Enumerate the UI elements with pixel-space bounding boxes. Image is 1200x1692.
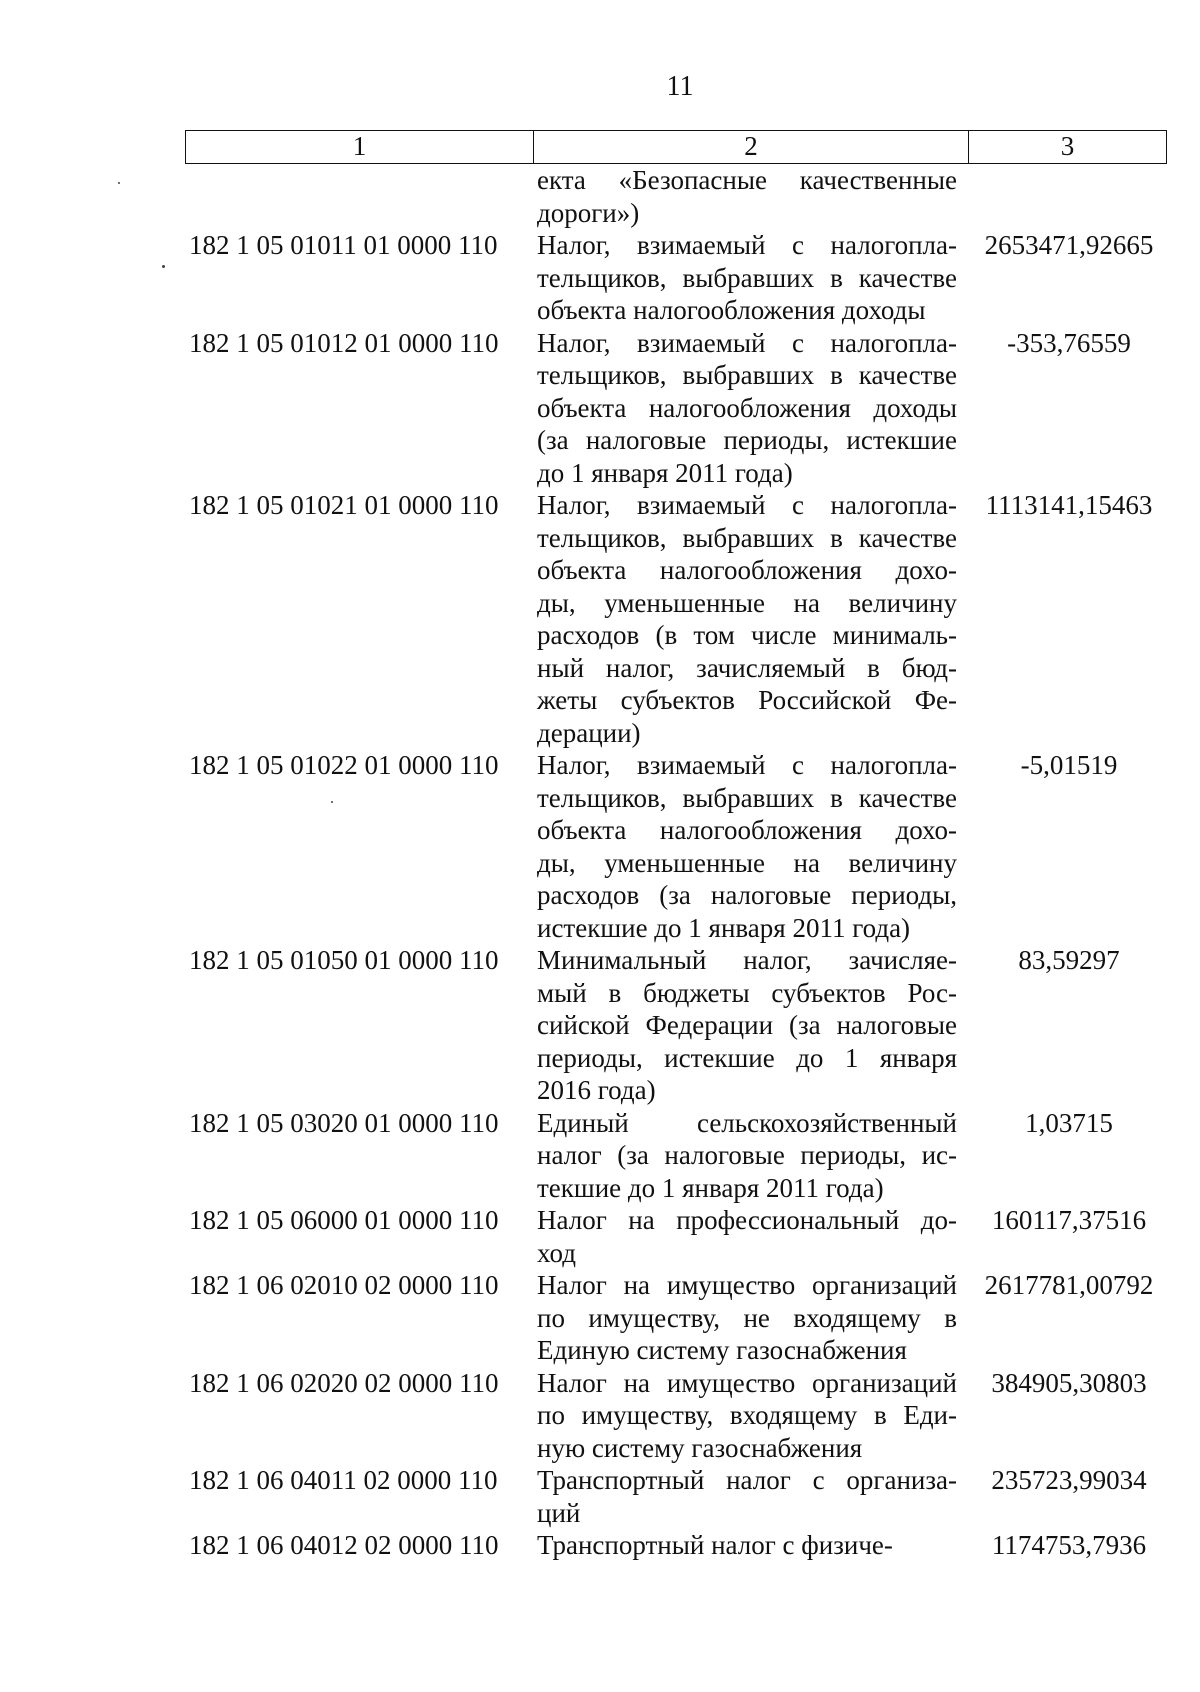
row-description (537, 327, 957, 490)
row-amount: 2617781,00792 (984, 1270, 1154, 1300)
table-row (185, 229, 1167, 327)
row-description (537, 229, 957, 327)
row-code: 182 1 05 01012 01 0000 110 (189, 327, 499, 358)
description-line: Налог, взимаемый с налогопла- (537, 327, 957, 358)
description-line: Налог, взимаемый с налогопла- (537, 230, 957, 260)
scan-speck (118, 182, 120, 184)
page-number: 11 (666, 71, 694, 102)
description-line: Единую систему газоснабжения (537, 1335, 907, 1365)
description-line: объекта налогообложения дохо- (537, 555, 957, 585)
row-code: 182 1 05 01011 01 0000 110 (189, 230, 498, 260)
table-row (185, 1529, 1167, 1562)
description-line: жеты субъектов Российской Фе- (537, 685, 957, 715)
row-description (537, 1367, 957, 1465)
description-line: истекшие до 1 января 2011 года) (537, 912, 911, 943)
row-amount: 160117,37516 (991, 1205, 1147, 1235)
description-line: сийской Федерации (за налоговые (537, 1010, 957, 1040)
row-description (537, 1204, 957, 1269)
row-amount: 384905,30803 (991, 1367, 1147, 1398)
row-description (537, 1107, 957, 1205)
row-code: 182 1 06 02020 02 0000 110 (189, 1367, 499, 1398)
header-col-1: 1 (186, 131, 534, 163)
row-amount: 1113141,15463 (985, 490, 1153, 520)
table-row (185, 1269, 1167, 1367)
row-code: 182 1 05 01021 01 0000 110 (189, 490, 499, 520)
table-header (185, 130, 1167, 164)
description-line: Транспортный налог с физиче- (537, 1530, 893, 1560)
description-line: периоды, истекшие до 1 января (537, 1042, 957, 1073)
description-line: дерации) (537, 717, 641, 748)
description-line: по имуществу, не входящему в (537, 1302, 957, 1333)
row-amount: 235723,99034 (991, 1465, 1147, 1495)
description-line: ную систему газоснабжения (537, 1432, 863, 1463)
description-line: Налог на профессиональный до- (537, 1205, 957, 1235)
row-code: 182 1 05 06000 01 0000 110 (189, 1205, 499, 1235)
description-line: налог (за налоговые периоды, ис- (537, 1140, 957, 1170)
row-description (537, 489, 957, 749)
row-code: 182 1 06 04011 02 0000 110 (189, 1465, 498, 1495)
table-row (185, 749, 1167, 944)
description-line: по имуществу, входящему в Еди- (537, 1400, 957, 1430)
table-row (185, 1367, 1167, 1465)
description-line: тельщиков, выбравших в качестве (537, 522, 957, 553)
description-line: объекта налогообложения дохо- (537, 815, 957, 845)
description-line: до 1 января 2011 года) (537, 457, 793, 488)
row-description (537, 944, 957, 1107)
description-line: Налог, взимаемый с налогопла- (537, 750, 957, 780)
table-row (185, 1204, 1167, 1269)
description-line: ход (537, 1237, 576, 1268)
row-code: 182 1 06 02010 02 0000 110 (189, 1270, 499, 1300)
description-line: ды, уменьшенные на величину (537, 587, 957, 618)
table-row (185, 944, 1167, 1107)
row-description (537, 1269, 957, 1367)
header-col-2: 2 (534, 131, 969, 163)
description-line: Единый сельскохозяйственный (537, 1107, 957, 1138)
row-code: 182 1 05 01022 01 0000 110 (189, 750, 499, 780)
description-line: Налог на имущество организаций (537, 1367, 957, 1398)
description-line: (за налоговые периоды, истекшие (537, 425, 957, 455)
description-line: мый в бюджеты субъектов Рос- (537, 977, 957, 1008)
row-code: 182 1 05 01050 01 0000 110 (189, 945, 499, 975)
description-line: тельщиков, выбравших в качестве (537, 360, 957, 390)
row-description (537, 749, 957, 944)
row-amount: -5,01519 (1020, 750, 1118, 780)
row-amount: 1,03715 (1025, 1107, 1113, 1138)
row-code: 182 1 05 03020 01 0000 110 (189, 1107, 499, 1138)
description-line: ный налог, зачисляемый в бюд- (537, 652, 957, 683)
row-amount: 1174753,7936 (991, 1530, 1147, 1560)
table-row (185, 489, 1167, 749)
description-line: Налог, взимаемый с налогопла- (537, 490, 957, 520)
description-line: Транспортный налог с организа- (537, 1465, 957, 1495)
description-line: ды, уменьшенные на величину (537, 847, 957, 878)
table-row (185, 164, 1167, 229)
description-line: текшие до 1 января 2011 года) (537, 1172, 884, 1203)
table-body (185, 164, 1167, 1562)
description-line: дороги») (537, 197, 640, 228)
description-line: ций (537, 1497, 581, 1528)
description-line: тельщиков, выбравших в качестве (537, 782, 957, 813)
description-line: тельщиков, выбравших в качестве (537, 262, 957, 293)
row-description (537, 1529, 957, 1562)
description-line: екта «Безопасные качественные (537, 165, 957, 195)
description-line: Минимальный налог, зачисляе- (537, 945, 957, 975)
table-row (185, 1107, 1167, 1205)
row-code: 182 1 06 04012 02 0000 110 (189, 1530, 499, 1560)
description-line: объекта налогообложения доходы (537, 295, 926, 325)
row-description (537, 164, 957, 229)
description-line: расходов (за налоговые периоды, (537, 880, 957, 910)
table-row (185, 1464, 1167, 1529)
description-line: 2016 года) (537, 1075, 656, 1105)
scan-speck (331, 801, 333, 803)
row-amount: -353,76559 (1007, 327, 1131, 358)
row-description (537, 1464, 957, 1529)
description-line: расходов (в том числе минималь- (537, 620, 957, 650)
row-amount: 2653471,92665 (984, 230, 1154, 260)
table-row (185, 327, 1167, 490)
scan-speck (162, 265, 165, 268)
description-line: Налог на имущество организаций (537, 1270, 957, 1300)
description-line: объекта налогообложения доходы (537, 392, 957, 423)
row-amount: 83,59297 (1018, 945, 1120, 975)
header-col-3: 3 (1060, 131, 1075, 161)
